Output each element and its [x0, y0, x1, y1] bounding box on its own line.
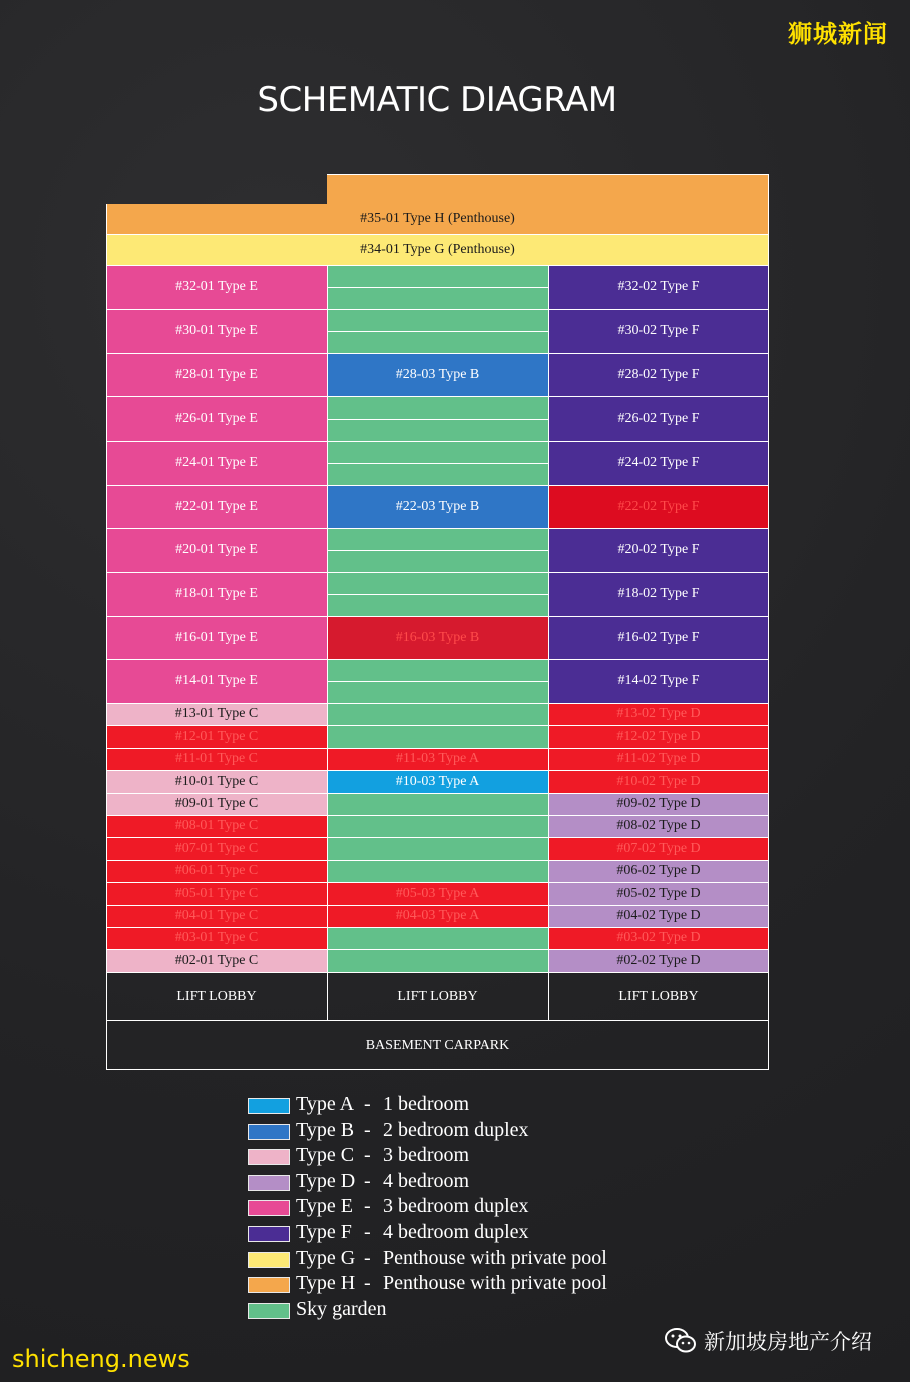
- unit-cell-mid-label: #28-03 Type B: [395, 366, 480, 382]
- lift-lobby: [327, 972, 548, 1021]
- unit-cell-right: [548, 265, 769, 309]
- unit-cell-right: [548, 860, 769, 882]
- outline-left: [106, 972, 107, 1070]
- unit-cell-mid-label: #16-03 Type B: [395, 629, 480, 645]
- sky-garden-divider: [327, 550, 548, 551]
- row-divider: [106, 837, 769, 838]
- penthouse-g: [106, 234, 769, 265]
- row-divider: [106, 309, 769, 310]
- unit-cell-right-label: #32-02 Type F: [617, 279, 700, 294]
- legend-item: [248, 1093, 668, 1119]
- legend-type: Type G: [296, 1247, 356, 1269]
- legend-swatch: [248, 1098, 290, 1114]
- row-divider: [106, 703, 769, 704]
- basement-carpark: [106, 1021, 769, 1070]
- legend-dash: -: [364, 1272, 371, 1294]
- unit-cell-mid-label: #05-03 Type A: [395, 885, 480, 901]
- legend-item: [248, 1272, 668, 1298]
- watermark-site: shicheng.news: [12, 1345, 190, 1373]
- row-divider: [106, 949, 769, 950]
- unit-cell-right-label: #20-02 Type F: [617, 542, 700, 557]
- legend-swatch: [248, 1252, 290, 1268]
- unit-cell-left: [106, 485, 327, 528]
- unit-cell-right-label: #14-02 Type F: [617, 673, 700, 688]
- unit-cell-mid-label: #04-03 Type A: [395, 908, 480, 923]
- unit-cell-left-label: #24-01 Type E: [175, 455, 258, 470]
- unit-cell-right-label: #16-02 Type F: [617, 629, 700, 645]
- unit-cell-mid-label: #22-03 Type B: [395, 498, 480, 514]
- legend-desc: Penthouse with private pool: [383, 1247, 607, 1269]
- outline-right: [768, 174, 769, 972]
- unit-cell-mid: [327, 927, 548, 949]
- unit-cell-right-label: #26-02 Type F: [617, 410, 700, 426]
- unit-cell-right-label: #10-02 Type D: [616, 773, 701, 789]
- unit-cell-left-label: #20-01 Type E: [175, 542, 258, 557]
- unit-cell-right: [548, 770, 769, 793]
- legend-desc: 3 bedroom duplex: [383, 1195, 529, 1217]
- legend-item: [248, 1195, 668, 1221]
- legend-dash: -: [364, 1170, 371, 1192]
- row-divider: [106, 725, 769, 726]
- legend-swatch: [248, 1149, 290, 1165]
- unit-cell-left-label: #08-01 Type C: [174, 818, 259, 833]
- unit-cell-left: [106, 572, 327, 616]
- row-divider: [106, 770, 769, 771]
- row-divider: [106, 659, 769, 660]
- unit-cell-left-label: #03-01 Type C: [174, 930, 259, 945]
- row-divider: [106, 793, 769, 794]
- legend-swatch: [248, 1175, 290, 1191]
- lobby-divider: [327, 972, 328, 1021]
- unit-cell-right: [548, 396, 769, 441]
- unit-cell-left: [106, 882, 327, 905]
- unit-cell-right: [548, 793, 769, 815]
- penthouse-g-label: #34-01 Type G (Penthouse): [360, 241, 515, 257]
- sky-garden-divider: [327, 463, 548, 464]
- unit-cell-left-label: #02-01 Type C: [174, 952, 259, 968]
- unit-cell-left-label: #06-01 Type C: [174, 863, 259, 878]
- lift-lobby: [106, 972, 327, 1021]
- unit-cell-left: [106, 837, 327, 860]
- row-divider: [106, 572, 769, 573]
- unit-cell-right-label: #02-02 Type D: [616, 952, 701, 968]
- legend-swatch: [248, 1226, 290, 1242]
- legend-item: [248, 1298, 668, 1324]
- legend-type: Type H: [296, 1272, 356, 1294]
- watermark-top: 狮城新闻: [788, 20, 888, 48]
- unit-cell-left: [106, 528, 327, 572]
- unit-cell-right-label: #06-02 Type D: [616, 863, 701, 878]
- unit-cell-mid: [327, 703, 548, 725]
- penthouse-h: [106, 204, 769, 234]
- outline-right: [768, 972, 769, 1070]
- unit-cell-mid: [327, 353, 548, 396]
- lobby-divider: [548, 972, 549, 1021]
- lift-lobby-label: LIFT LOBBY: [618, 988, 699, 1004]
- legend-swatch: [248, 1303, 290, 1319]
- legend-type: Type E: [296, 1195, 353, 1217]
- lift-lobby: [548, 972, 769, 1021]
- penthouse-divider: [106, 234, 769, 235]
- unit-cell-left: [106, 748, 327, 770]
- unit-cell-right-label: #24-02 Type F: [617, 455, 700, 470]
- unit-cell-left-label: #04-01 Type C: [174, 908, 259, 923]
- row-divider: [106, 882, 769, 883]
- unit-cell-left-label: #22-01 Type E: [175, 498, 258, 514]
- unit-cell-right-label: #03-02 Type D: [616, 930, 701, 945]
- unit-cell-right: [548, 616, 769, 659]
- basement-carpark-label: BASEMENT CARPARK: [365, 1037, 510, 1053]
- unit-cell-right: [548, 725, 769, 748]
- unit-cell-left: [106, 396, 327, 441]
- unit-cell-right: [548, 927, 769, 949]
- row-divider: [106, 748, 769, 749]
- row-divider: [106, 396, 769, 397]
- unit-cell-right: [548, 748, 769, 770]
- legend-dash: -: [364, 1247, 371, 1269]
- unit-cell-left: [106, 793, 327, 815]
- unit-cell-left-label: #14-01 Type E: [175, 673, 258, 688]
- unit-cell-right-label: #22-02 Type F: [617, 498, 700, 514]
- unit-cell-mid: [327, 815, 548, 837]
- watermark-wechat: [664, 1326, 872, 1356]
- unit-cell-left: [106, 659, 327, 703]
- row-divider: [106, 616, 769, 617]
- legend-item: [248, 1247, 668, 1273]
- unit-cell-right: [548, 815, 769, 837]
- unit-cell-right: [548, 572, 769, 616]
- lift-lobby-label: LIFT LOBBY: [176, 988, 257, 1004]
- unit-cell-left: [106, 770, 327, 793]
- unit-cell-right-label: #18-02 Type F: [617, 586, 700, 601]
- legend-type: Type A: [296, 1093, 355, 1115]
- unit-cell-mid: [327, 616, 548, 659]
- unit-cell-left-label: #07-01 Type C: [174, 840, 259, 856]
- unit-cell-left-label: #28-01 Type E: [175, 366, 258, 382]
- unit-cell-left-label: #26-01 Type E: [175, 410, 258, 426]
- unit-cell-right-label: #09-02 Type D: [616, 796, 701, 811]
- unit-cell-right-label: #05-02 Type D: [616, 885, 701, 901]
- unit-cell-right-label: #28-02 Type F: [617, 366, 700, 382]
- legend-item: [248, 1119, 668, 1145]
- unit-cell-left-label: #18-01 Type E: [175, 586, 258, 601]
- unit-cell-left: [106, 616, 327, 659]
- unit-cell-left-label: #11-01 Type C: [174, 751, 258, 766]
- sky-garden-divider: [327, 594, 548, 595]
- outline-top: [327, 174, 769, 175]
- unit-cell-left: [106, 353, 327, 396]
- unit-cell-left: [106, 860, 327, 882]
- unit-cell-right: [548, 353, 769, 396]
- unit-cell-right: [548, 703, 769, 725]
- unit-cell-left-label: #05-01 Type C: [174, 885, 259, 901]
- legend-type: Type D: [296, 1170, 356, 1192]
- legend-desc: 2 bedroom duplex: [383, 1119, 529, 1141]
- unit-cell-right: [548, 837, 769, 860]
- unit-cell-left: [106, 309, 327, 353]
- unit-cell-left-label: #32-01 Type E: [175, 279, 258, 294]
- unit-cell-left: [106, 265, 327, 309]
- unit-cell-right: [548, 528, 769, 572]
- sky-garden-divider: [327, 287, 548, 288]
- unit-cell-mid: [327, 793, 548, 815]
- legend-desc: Penthouse with private pool: [383, 1272, 607, 1294]
- unit-cell-right-label: #13-02 Type D: [616, 706, 701, 721]
- unit-cell-mid: [327, 485, 548, 528]
- legend-swatch: [248, 1277, 290, 1293]
- unit-cell-left: [106, 703, 327, 725]
- unit-cell-mid: [327, 860, 548, 882]
- sky-garden-divider: [327, 419, 548, 420]
- unit-cell-left: [106, 441, 327, 485]
- unit-cell-right-label: #07-02 Type D: [616, 840, 701, 856]
- unit-cell-right-label: #08-02 Type D: [616, 818, 701, 833]
- watermark-br-text: 新加坡房地产介绍: [704, 1330, 872, 1354]
- unit-cell-mid: [327, 949, 548, 972]
- unit-cell-left-label: #12-01 Type C: [174, 728, 259, 744]
- sky-garden-divider: [327, 331, 548, 332]
- unit-cell-right: [548, 905, 769, 927]
- unit-cell-mid-label: #10-03 Type A: [395, 773, 480, 789]
- sky-garden-divider: [327, 681, 548, 682]
- column-divider: [327, 265, 328, 972]
- unit-cell-left-label: #09-01 Type C: [174, 796, 259, 811]
- unit-cell-left-label: #13-01 Type C: [174, 706, 259, 721]
- lobby-bottom-border: [106, 1020, 769, 1021]
- unit-cell-left-label: #10-01 Type C: [174, 773, 259, 789]
- unit-cell-mid: [327, 905, 548, 927]
- legend-swatch: [248, 1200, 290, 1216]
- row-divider: [106, 265, 769, 266]
- unit-cell-right: [548, 485, 769, 528]
- unit-cell-right: [548, 949, 769, 972]
- legend-dash: -: [364, 1195, 371, 1217]
- unit-cell-left: [106, 927, 327, 949]
- row-divider: [106, 815, 769, 816]
- wechat-icon: [664, 1327, 698, 1355]
- unit-cell-right: [548, 309, 769, 353]
- unit-cell-right: [548, 882, 769, 905]
- row-divider: [106, 528, 769, 529]
- legend-swatch: [248, 1124, 290, 1140]
- legend-desc: 4 bedroom duplex: [383, 1221, 529, 1243]
- legend-dash: -: [364, 1144, 371, 1166]
- unit-cell-right: [548, 659, 769, 703]
- unit-cell-mid: [327, 748, 548, 770]
- column-divider: [548, 265, 549, 972]
- row-divider: [106, 441, 769, 442]
- unit-cell-left: [106, 949, 327, 972]
- legend-dash: -: [364, 1221, 371, 1243]
- legend-type: Type F: [296, 1221, 352, 1243]
- unit-cell-right-label: #11-02 Type D: [616, 751, 701, 766]
- unit-cell-mid: [327, 770, 548, 793]
- legend-type: Type C: [296, 1144, 355, 1166]
- basement-bottom-border: [106, 1069, 769, 1070]
- diagram-title: SCHEMATIC DIAGRAM: [257, 80, 617, 120]
- unit-cell-left: [106, 905, 327, 927]
- penthouse-h-label: #35-01 Type H (Penthouse): [360, 211, 515, 226]
- unit-cell-right-label: #04-02 Type D: [616, 908, 701, 923]
- unit-cell-left: [106, 815, 327, 837]
- unit-cell-left: [106, 725, 327, 748]
- row-divider: [106, 485, 769, 486]
- unit-cell-left-label: #16-01 Type E: [175, 629, 258, 645]
- penthouse-h-top: [327, 174, 769, 204]
- lift-lobby-label: LIFT LOBBY: [397, 988, 478, 1004]
- legend-item: [248, 1221, 668, 1247]
- unit-cell-right: [548, 441, 769, 485]
- legend-desc: 4 bedroom: [383, 1170, 470, 1192]
- unit-cell-mid: [327, 882, 548, 905]
- row-divider: [106, 860, 769, 861]
- unit-cell-mid: [327, 837, 548, 860]
- legend-type: Sky garden: [296, 1298, 387, 1320]
- outline-left: [106, 204, 107, 972]
- unit-cell-right-label: #30-02 Type F: [617, 323, 700, 338]
- unit-cell-left-label: #30-01 Type E: [175, 323, 258, 338]
- unit-cell-mid-label: #11-03 Type A: [395, 751, 479, 766]
- unit-cell-right-label: #12-02 Type D: [616, 728, 701, 744]
- legend-desc: 1 bedroom: [383, 1093, 470, 1115]
- legend-desc: 3 bedroom: [383, 1144, 470, 1166]
- row-divider: [106, 353, 769, 354]
- lobby-top-border: [106, 972, 769, 973]
- row-divider: [106, 927, 769, 928]
- legend-item: [248, 1144, 668, 1170]
- row-divider: [106, 905, 769, 906]
- unit-cell-mid: [327, 725, 548, 748]
- legend-item: [248, 1170, 668, 1196]
- legend-type: Type B: [296, 1119, 355, 1141]
- legend-dash: -: [364, 1119, 371, 1141]
- legend-dash: -: [364, 1093, 371, 1115]
